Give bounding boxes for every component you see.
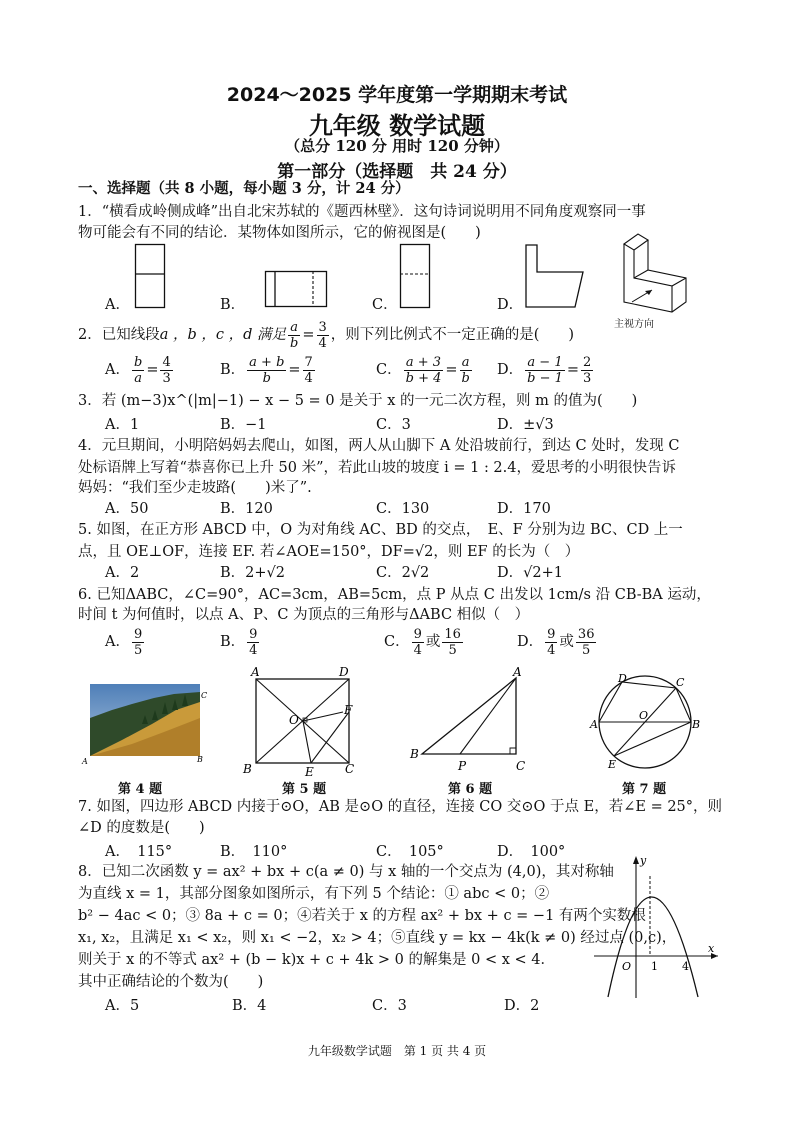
fig4-label-a: A [82, 757, 88, 766]
q2-given-den: b [290, 335, 299, 351]
fig5-label-a: A [251, 665, 260, 679]
q5-option-d: D．√2+1 [497, 565, 563, 581]
q6-d-or: 或 [559, 634, 574, 650]
q2-option-a [105, 352, 175, 388]
fig5-caption: 第 5 题 [282, 782, 327, 797]
q2-given-rden: 4 [318, 335, 327, 351]
q6-c-den1: 4 [413, 642, 422, 658]
fig5-label-e: E [305, 765, 314, 779]
q3-stem: 3．若 (m−3)x^(|m|−1) − x − 5 = 0 是关于 x 的一元二次方程，则 m 的值为( ) [78, 393, 638, 409]
q6-d-den1: 4 [547, 642, 556, 658]
q4-line3: 妈妈：“我们至少走坡路( )米了”. [78, 480, 312, 496]
q1-option-d: D． [497, 297, 524, 313]
fig8-label-x: x [708, 942, 715, 955]
q6-b-den: 4 [249, 642, 258, 658]
q1-fig-a [135, 244, 165, 308]
q2-a-rden: 3 [162, 370, 171, 386]
q6-d-num1: 9 [547, 626, 556, 642]
q2-given-rnum: 3 [318, 319, 327, 335]
q6-line2: 时间 t 为何值时，以点 A、P、C 为顶点的三角形与ΔABC 相似（ ） [78, 607, 530, 623]
fig6-label-b: B [410, 747, 419, 761]
q1-option-c: C． [372, 297, 398, 313]
q6-b-num: 9 [249, 626, 258, 642]
q2-given-num: a [288, 320, 300, 336]
q2-option-d [497, 352, 595, 388]
q3-option-a: A．1 [105, 417, 140, 433]
fig7-label-e: E [608, 758, 617, 771]
q4-option-a: A．50 [105, 501, 149, 517]
fig8-label-four: 4 [682, 960, 689, 973]
q2-b-rden: 4 [304, 370, 313, 386]
q6-a-num: 9 [133, 626, 143, 642]
exam-subject-title: 九年级 数学试题 [308, 112, 486, 140]
q8-line4: x₁, x₂，且满足 x₁ < x₂，则 x₁ < −2，x₂ > 4；⑤直线 y = kx − 4k(k ≠ 0) 经过点 (0,c)， [78, 930, 677, 946]
q6-a-den: 5 [133, 642, 143, 658]
q6-d-num2: 36 [577, 626, 595, 642]
q2-d-rden: 3 [583, 370, 592, 386]
fig5-label-d: D [339, 665, 349, 679]
fig6-label-p: P [458, 759, 467, 773]
q3-option-b: B．−1 [220, 417, 267, 433]
fig4-label-c: C [201, 691, 208, 700]
q2-b-den: b [262, 370, 271, 386]
q2-stem-post: ，则下列比例式不一定正确的是( ) [330, 327, 575, 343]
q2-b-num: a + b [249, 354, 285, 370]
q2-d-eq: = [566, 362, 580, 378]
q4-line1: 4．元旦期间，小明陪妈妈去爬山，如图，两人从山脚下 A 处沿坡前行，到达 C 处时，发现 C [78, 438, 680, 454]
q6-a-letter: A． [105, 634, 130, 650]
fig8-parabola-graph [594, 852, 724, 1000]
exam-year-title: 2024～2025 学年度第一学期期末考试 [226, 84, 568, 106]
fig7-label-a: A [590, 718, 598, 731]
q2-d-letter: D． [497, 362, 524, 378]
q1-option-b: B． [220, 297, 246, 313]
q5-option-c: C．2√2 [376, 565, 430, 581]
fig7-label-o: O [639, 709, 649, 722]
q8-line3: b² − 4ac < 0；③ 8a + c = 0；④若关于 x 的方程 ax² + bx + c = −1 有两个实数根 [78, 908, 646, 924]
q2-c-num: a + 3 [404, 355, 444, 371]
q7-option-b: B． 110° [220, 844, 288, 860]
q2-b-letter: B． [220, 362, 246, 378]
q6-option-d [517, 624, 598, 660]
fig8-label-origin: O [622, 960, 632, 973]
q8-line5: 则关于 x 的不等式 ax² + (b − k)x + c + 4k > 0 的解集是 0 < x < 4． [78, 952, 555, 968]
q6-c-letter: C． [384, 634, 410, 650]
q8-line6: 其中正确结论的个数为( ) [78, 974, 264, 990]
q2-stem [78, 318, 574, 352]
q1-fig-b [265, 271, 327, 307]
q6-c-den2: 5 [448, 642, 457, 658]
q6-option-a [105, 624, 146, 660]
fig7-label-b: B [692, 718, 701, 731]
fig7-label-d: D [618, 672, 627, 685]
q2-option-c [376, 352, 474, 388]
q5-line1: 5. 如图，在正方形 ABCD 中，O 为对角线 AC、BD 的交点， E、F 分别为边 BC、CD 上一 [78, 522, 683, 538]
q4-option-c: C．130 [376, 501, 430, 517]
q2-a-eq: = [146, 362, 159, 378]
q2-d-num: a − 1 [525, 355, 565, 371]
q1-fig-d [525, 244, 585, 308]
page-footer: 九年级数学试题 第 1 页 共 4 页 [307, 1044, 487, 1058]
q2-a-rnum: 4 [162, 354, 171, 370]
fig5-label-c: C [345, 762, 355, 776]
q8-option-b: B．4 [232, 998, 267, 1014]
q6-option-b [220, 624, 261, 660]
q2-a-num: b [133, 354, 143, 370]
q6-c-or: 或 [425, 634, 441, 650]
q6-line1: 6. 已知ΔABC，∠C=90°，AC=3cm，AB=5cm，点 P 从点 C 出发以 1cm/s 沿 CB-BA 运动， [78, 587, 711, 603]
q4-option-d: D．170 [497, 501, 551, 517]
q7-option-a: A． 115° [105, 844, 173, 860]
section-heading: 一、选择题（共 8 小题，每小题 3 分，计 24 分） [78, 180, 410, 197]
q2-a-den: a [134, 370, 143, 386]
q8-option-c: C．3 [372, 998, 407, 1014]
q1-option-a: A． [105, 297, 130, 313]
fig6-label-a: A [513, 665, 522, 679]
q2-stem-pre: 2．已知线段 [78, 327, 160, 343]
q2-d-den: b − 1 [527, 370, 563, 386]
part-one-heading: 第一部分（选择题 共 24 分） [277, 162, 517, 182]
q8-option-d: D．2 [504, 998, 540, 1014]
q1-view-direction-label: 主视方向 [614, 319, 654, 330]
q2-c-rden: b [461, 370, 470, 386]
fig8-label-one: 1 [651, 960, 658, 973]
q1-line2: 物可能会有不同的结论．某物体如图所示，它的俯视图是( ) [78, 225, 481, 241]
q2-b-eq: = [288, 362, 301, 378]
q7-option-d: D． 100° [497, 844, 566, 860]
q6-b-letter: B． [220, 634, 246, 650]
q5-option-a: A．2 [105, 565, 140, 581]
q7-line2: ∠D 的度数是( ) [78, 820, 205, 836]
fig7-label-c: C [676, 676, 685, 689]
q6-c-num1: 9 [413, 626, 422, 642]
q8-option-a: A．5 [105, 998, 140, 1014]
q6-option-c [384, 624, 465, 660]
q2-d-rnum: 2 [583, 354, 592, 370]
fig7-caption: 第 7 题 [622, 782, 667, 797]
q6-c-num2: 16 [444, 626, 461, 642]
q3-option-c: C．3 [376, 417, 411, 433]
fig6-triangle-diagram [410, 665, 535, 773]
q2-c-eq: = [445, 362, 458, 378]
fig5-label-f: F [344, 703, 353, 717]
q8-line1: 8．已知二次函数 y = ax² + bx + c(a ≠ 0) 与 x 轴的一个交点为 (4,0)，其对称轴 [78, 864, 614, 880]
q2-b-rnum: 7 [304, 354, 313, 370]
q1-fig-c [400, 244, 430, 308]
q2-c-letter: C． [376, 362, 402, 378]
q6-d-den2: 5 [582, 642, 591, 658]
fig6-caption: 第 6 题 [448, 782, 493, 797]
q1-solid-figure [614, 232, 694, 322]
fig5-square-diagram [243, 664, 363, 779]
q7-line1: 7. 如图，四边形 ABCD 内接于⊙O，AB 是⊙O 的直径，连接 CO 交⊙O 于点 E，若∠E = 25°，则 [78, 799, 723, 815]
fig4-caption: 第 4 题 [118, 782, 163, 797]
q2-option-b [220, 352, 317, 388]
q2-given-eq: = [302, 327, 315, 343]
q6-d-letter: D． [517, 634, 544, 650]
fig4-label-b: B [197, 755, 203, 764]
q2-c-den: b + 4 [405, 370, 442, 386]
q5-line2: 点，且 OE⊥OF，连接 EF. 若∠AOE=150°，DF=√2，则 EF 的长为（ ） [78, 544, 580, 560]
fig4-mountain-photo [82, 684, 207, 766]
q8-line2: 为直线 x = 1，其部分图象如图所示，有下列 5 个结论：① abc < 0；② [78, 886, 550, 902]
fig6-label-c: C [516, 759, 526, 773]
q2-c-rnum: a [460, 355, 472, 371]
fig7-circle-diagram [590, 672, 710, 772]
fig5-label-b: B [243, 762, 252, 776]
q7-option-c: C． 105° [376, 844, 444, 860]
exam-score-time: （总分 120 分 用时 120 分钟） [285, 137, 509, 155]
fig8-label-y: y [640, 854, 647, 867]
fig5-label-o: O [289, 713, 299, 727]
q3-option-d: D．±√3 [497, 417, 554, 433]
q4-option-b: B．120 [220, 501, 273, 517]
q2-stem-vars: a ，b ，c ，d 满足 [159, 327, 287, 343]
q4-line2: 处标语牌上写着“恭喜你已上升 50 米”，若此山坡的坡度 i = 1 : 2.4，爱思考的小明很快告诉 [78, 460, 676, 476]
q2-a-letter: A． [105, 362, 130, 378]
q5-option-b: B．2+√2 [220, 565, 285, 581]
q1-line1: 1．“横看成岭侧成峰”出自北宋苏轼的《题西林壁》．这句诗词说明用不同角度观察同一事 [78, 204, 646, 220]
